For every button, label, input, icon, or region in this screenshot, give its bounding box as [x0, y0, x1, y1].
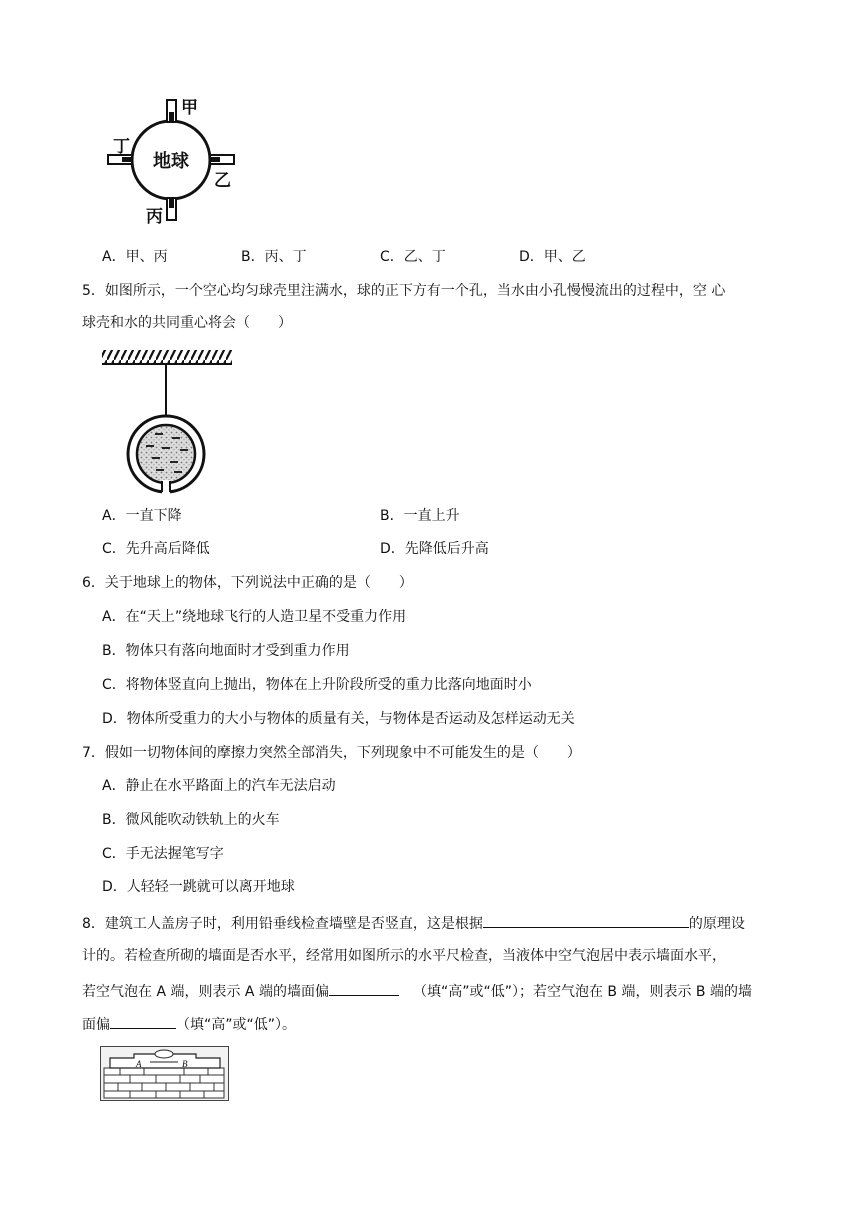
q8-line1 — [82, 912, 745, 934]
label-left: 丁 — [113, 137, 130, 157]
ceiling — [102, 350, 232, 364]
end-label-a: A — [136, 1059, 142, 1069]
end-label-b: B — [182, 1059, 188, 1069]
hanging-ball-figure — [100, 346, 236, 498]
q5-option-b[interactable]: B．一直上升 — [380, 508, 460, 524]
air-bubble — [155, 1050, 173, 1058]
q5-stem-line1: 5．如图所示，一个空心均匀球壳里注满水，球的正下方有一个孔，当水由小孔慢慢流出的过程中，空 心 — [82, 283, 726, 299]
label-bottom: 丙 — [146, 207, 163, 227]
q8-line1-text-a: 8．建筑工人盖房子时，利用铅垂线检查墙壁是否竖直，这是根据 — [82, 916, 483, 932]
q4-option-b[interactable]: B．丙、丁 — [241, 249, 307, 265]
hole — [162, 480, 170, 494]
q8-line3-text-b: （填“高”或“低”）；若空气泡在 B 端，则表示 B 端的墙 — [412, 984, 752, 1000]
q7-option-a[interactable]: A．静止在水平路面上的汽车无法启动 — [102, 778, 336, 794]
q8-blank-a-end[interactable] — [329, 980, 399, 996]
q8-blank-b-end[interactable] — [110, 1013, 176, 1029]
globe-figure — [104, 92, 244, 228]
q6-option-b[interactable]: B．物体只有落向地面时才受到重力作用 — [102, 643, 350, 659]
q6-stem: 6．关于地球上的物体，下列说法中正确的是（ ） — [82, 575, 413, 591]
label-right: 乙 — [214, 171, 231, 191]
spirit-level-figure — [100, 1046, 230, 1102]
q5-option-c[interactable]: C．先升高后降低 — [102, 541, 210, 557]
globe-label: 地球 — [153, 151, 189, 172]
q8-line1-text-b: 的原理设 — [688, 916, 745, 932]
q4-option-d[interactable]: D．甲、乙 — [519, 249, 586, 265]
q4-option-a[interactable]: A．甲、丙 — [102, 249, 168, 265]
q7-stem: 7．假如一切物体间的摩擦力突然全部消失，下列现象中不可能发生的是（ ） — [82, 745, 581, 761]
q8-line2: 计的。若检查所砌的墙面是否水平，经常用如图所示的水平尺检查，当液体中空气泡居中表示墙面水平， — [82, 948, 726, 964]
q8-line3 — [82, 980, 752, 1002]
q6-option-a[interactable]: A．在“天上”绕地球飞行的人造卫星不受重力作用 — [102, 609, 407, 625]
q8-blank-principle[interactable] — [483, 912, 689, 928]
q8-line4 — [82, 1013, 296, 1035]
q8-line3-text-a: 若空气泡在 A 端，则表示 A 端的墙面偏 — [82, 984, 329, 1000]
q7-option-d[interactable]: D．人轻轻一跳就可以离开地球 — [102, 879, 295, 895]
q5-option-a[interactable]: A．一直下降 — [102, 508, 182, 524]
label-top: 甲 — [181, 98, 198, 118]
q6-option-c[interactable]: C．将物体竖直向上抛出，物体在上升阶段所受的重力比落向地面时小 — [102, 677, 532, 693]
q4-option-c[interactable]: C．乙、丁 — [380, 249, 446, 265]
q5-stem-line2: 球壳和水的共同重心将会（ ） — [82, 315, 292, 331]
brick-wall — [104, 1068, 224, 1098]
q7-option-c[interactable]: C．手无法握笔写字 — [102, 846, 224, 862]
water — [137, 425, 195, 483]
q6-option-d[interactable]: D．物体所受重力的大小与物体的质量有关，与物体是否运动及怎样运动无关 — [102, 711, 575, 727]
q5-option-d[interactable]: D．先降低后升高 — [380, 541, 489, 557]
q8-line4-text-a: 面偏 — [82, 1017, 110, 1033]
q8-line4-text-b: （填“高”或“低”）。 — [176, 1017, 297, 1033]
q7-option-b[interactable]: B．微风能吹动铁轨上的火车 — [102, 812, 280, 828]
